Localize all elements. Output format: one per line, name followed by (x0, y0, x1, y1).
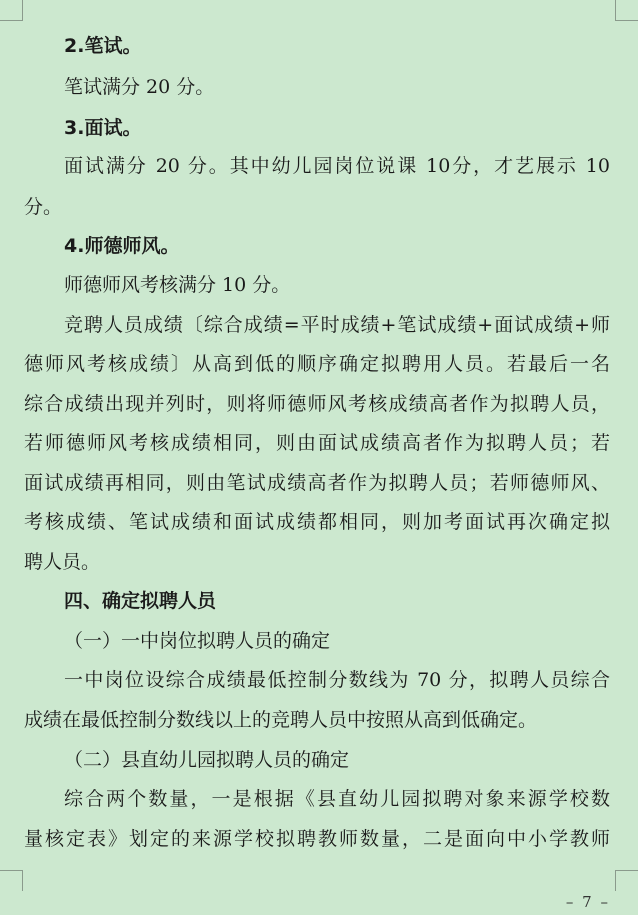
crop-mark-bottom-right (615, 870, 638, 891)
paragraph-line: 成绩在最低控制分数线以上的竞聘人员中按照从高到低确定。 (24, 709, 538, 731)
crop-mark-top-left (0, 0, 23, 21)
paragraph-line: 综合两个数量，一是根据《县直幼儿园拟聘对象来源学校数 (64, 788, 610, 810)
heading-written-test: 2.笔试。 (64, 35, 142, 57)
paragraph-line: 若师德师风考核成绩相同，则由面试成绩高者作为拟聘人员；若 (24, 432, 610, 454)
heading-ethics: 4.师德师风。 (64, 235, 180, 257)
paragraph-line: 量核定表》划定的来源学校拟聘教师数量，二是面向中小学教师 (24, 828, 610, 850)
crop-mark-top-right (615, 0, 638, 21)
heading-interview: 3.面试。 (64, 117, 142, 139)
subheading-no1-middle-school: （一）一中岗位拟聘人员的确定 (64, 630, 331, 652)
paragraph-line: 综合成绩出现并列时，则将师德师风考核成绩高者作为拟聘人员， (24, 393, 610, 415)
paragraph-line: 聘人员。 (24, 551, 101, 573)
paragraph-line: 德师风考核成绩〕从高到低的顺序确定拟聘用人员。若最后一名 (24, 353, 610, 375)
paragraph-line: 一中岗位设综合成绩最低控制分数线为 70 分，拟聘人员综合 (64, 669, 610, 691)
subheading-county-kindergarten: （二）县直幼儿园拟聘人员的确定 (64, 749, 350, 771)
section-heading-determine-candidates: 四、确定拟聘人员 (64, 590, 217, 612)
paragraph-line: 面试满分 20 分。其中幼儿园岗位说课 10分，才艺展示 10 (64, 155, 610, 177)
crop-mark-bottom-left (0, 870, 23, 891)
paragraph-line: 面试成绩再相同，则由笔试成绩高者作为拟聘人员；若师德师风、 (24, 472, 610, 494)
paragraph-line: 竞聘人员成绩〔综合成绩=平时成绩+笔试成绩+面试成绩+师 (64, 314, 610, 336)
page-number: – 7 – (565, 893, 610, 911)
paragraph-line: 师德师风考核满分 10 分。 (64, 274, 291, 296)
paragraph-line: 笔试满分 20 分。 (64, 76, 215, 98)
paragraph-line: 考核成绩、笔试成绩和面试成绩都相同，则加考面试再次确定拟 (24, 511, 610, 533)
paragraph-line: 分。 (24, 196, 63, 218)
